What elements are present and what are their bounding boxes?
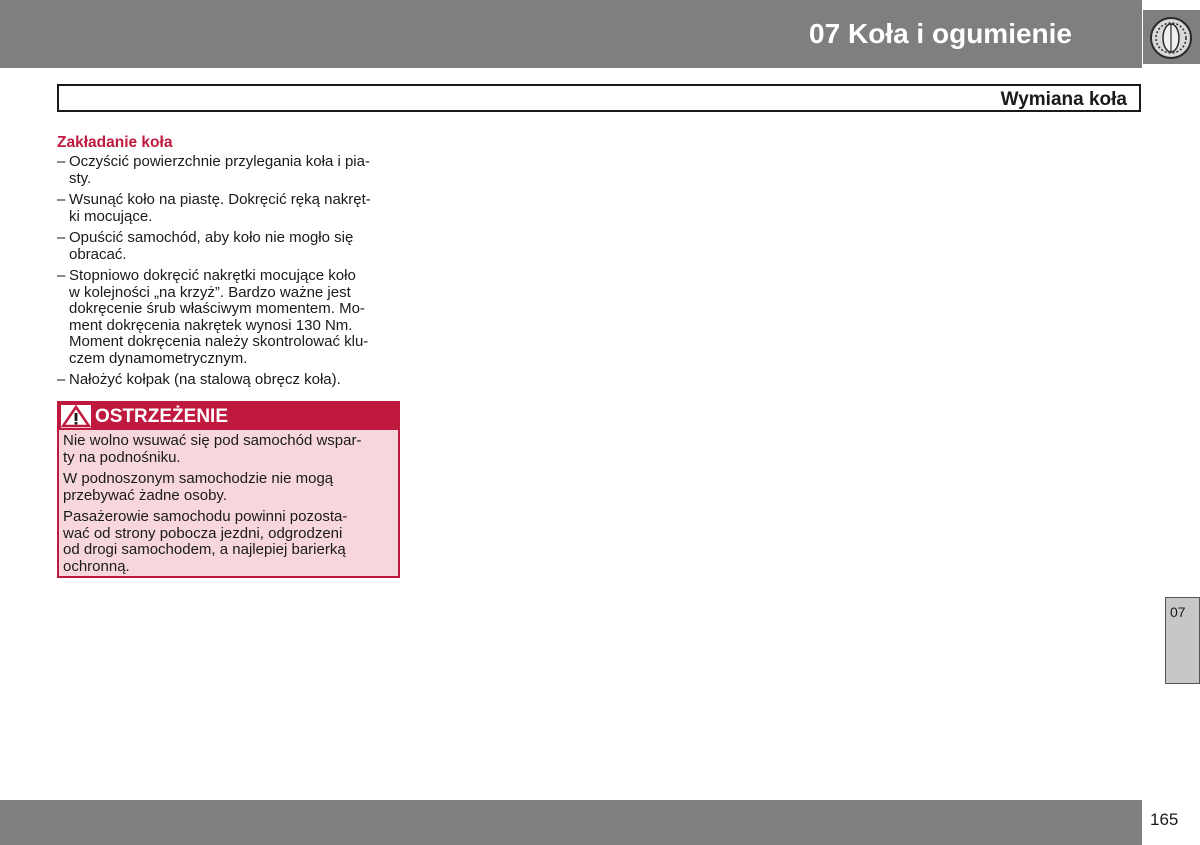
section-title-box (57, 84, 1141, 112)
list-item (57, 372, 400, 389)
list-dash: – (57, 371, 66, 388)
steps-list (57, 154, 400, 389)
list-item-text: Nałożyć kołpak (na stalową obręcz koła). (69, 371, 341, 388)
list-item (57, 192, 400, 225)
main-content (57, 133, 400, 394)
chapter-tab-label: 07 (1170, 604, 1186, 620)
chapter-title: 07 Koła i ogumienie (809, 18, 1072, 49)
list-item (57, 268, 400, 367)
warning-header (59, 403, 398, 430)
subheading: Zakładanie koła (57, 134, 173, 151)
warning-paragraph: W podnoszonym samochodzie nie mogą przebywać żadne osoby. (63, 470, 334, 504)
list-item-text: Oczyścić powierzchnie przylegania koła i pia- sty. (69, 153, 370, 187)
list-dash: – (57, 191, 66, 208)
warning-body (59, 430, 398, 575)
tire-icon (1149, 16, 1193, 60)
header-icon-box (1143, 10, 1200, 64)
list-item (57, 230, 400, 263)
list-item-text: Wsunąć koło na piastę. Dokręcić ręką nakręt- ki mocujące. (69, 191, 371, 225)
footer-bar (0, 800, 1142, 845)
warning-triangle-icon (61, 405, 91, 428)
warning-paragraph: Nie wolno wsuwać się pod samochód wspar- ty na podnośniku. (63, 432, 362, 466)
list-item-text: Stopniowo dokręcić nakrętki mocujące koło w kolejności „na krzyż”. Bardzo ważne jest dokręcenie śrub właściwym momentem. Mo- ment dokręcenia nakrętek wynosi 130 Nm. Moment dokręcenia należy skontrolować klu- czem dynamometrycznym. (69, 267, 369, 367)
section-title: Wymiana koła (1000, 89, 1127, 110)
page-number: 165 (1150, 810, 1179, 829)
chapter-tab (1165, 597, 1200, 684)
list-item (57, 154, 400, 187)
list-dash: – (57, 267, 66, 284)
list-item-text: Opuścić samochód, aby koło nie mogło się obracać. (69, 229, 354, 263)
header-bar (0, 0, 1142, 68)
list-dash: – (57, 153, 66, 170)
warning-paragraph: Pasażerowie samochodu powinni pozosta- wać od strony pobocza jezdni, odgrodzeni od drogi samochodem, a najlepiej barierką ochronną. (63, 508, 348, 575)
list-dash: – (57, 229, 66, 246)
warning-title: OSTRZEŻENIE (95, 406, 229, 427)
warning-box (57, 401, 400, 578)
